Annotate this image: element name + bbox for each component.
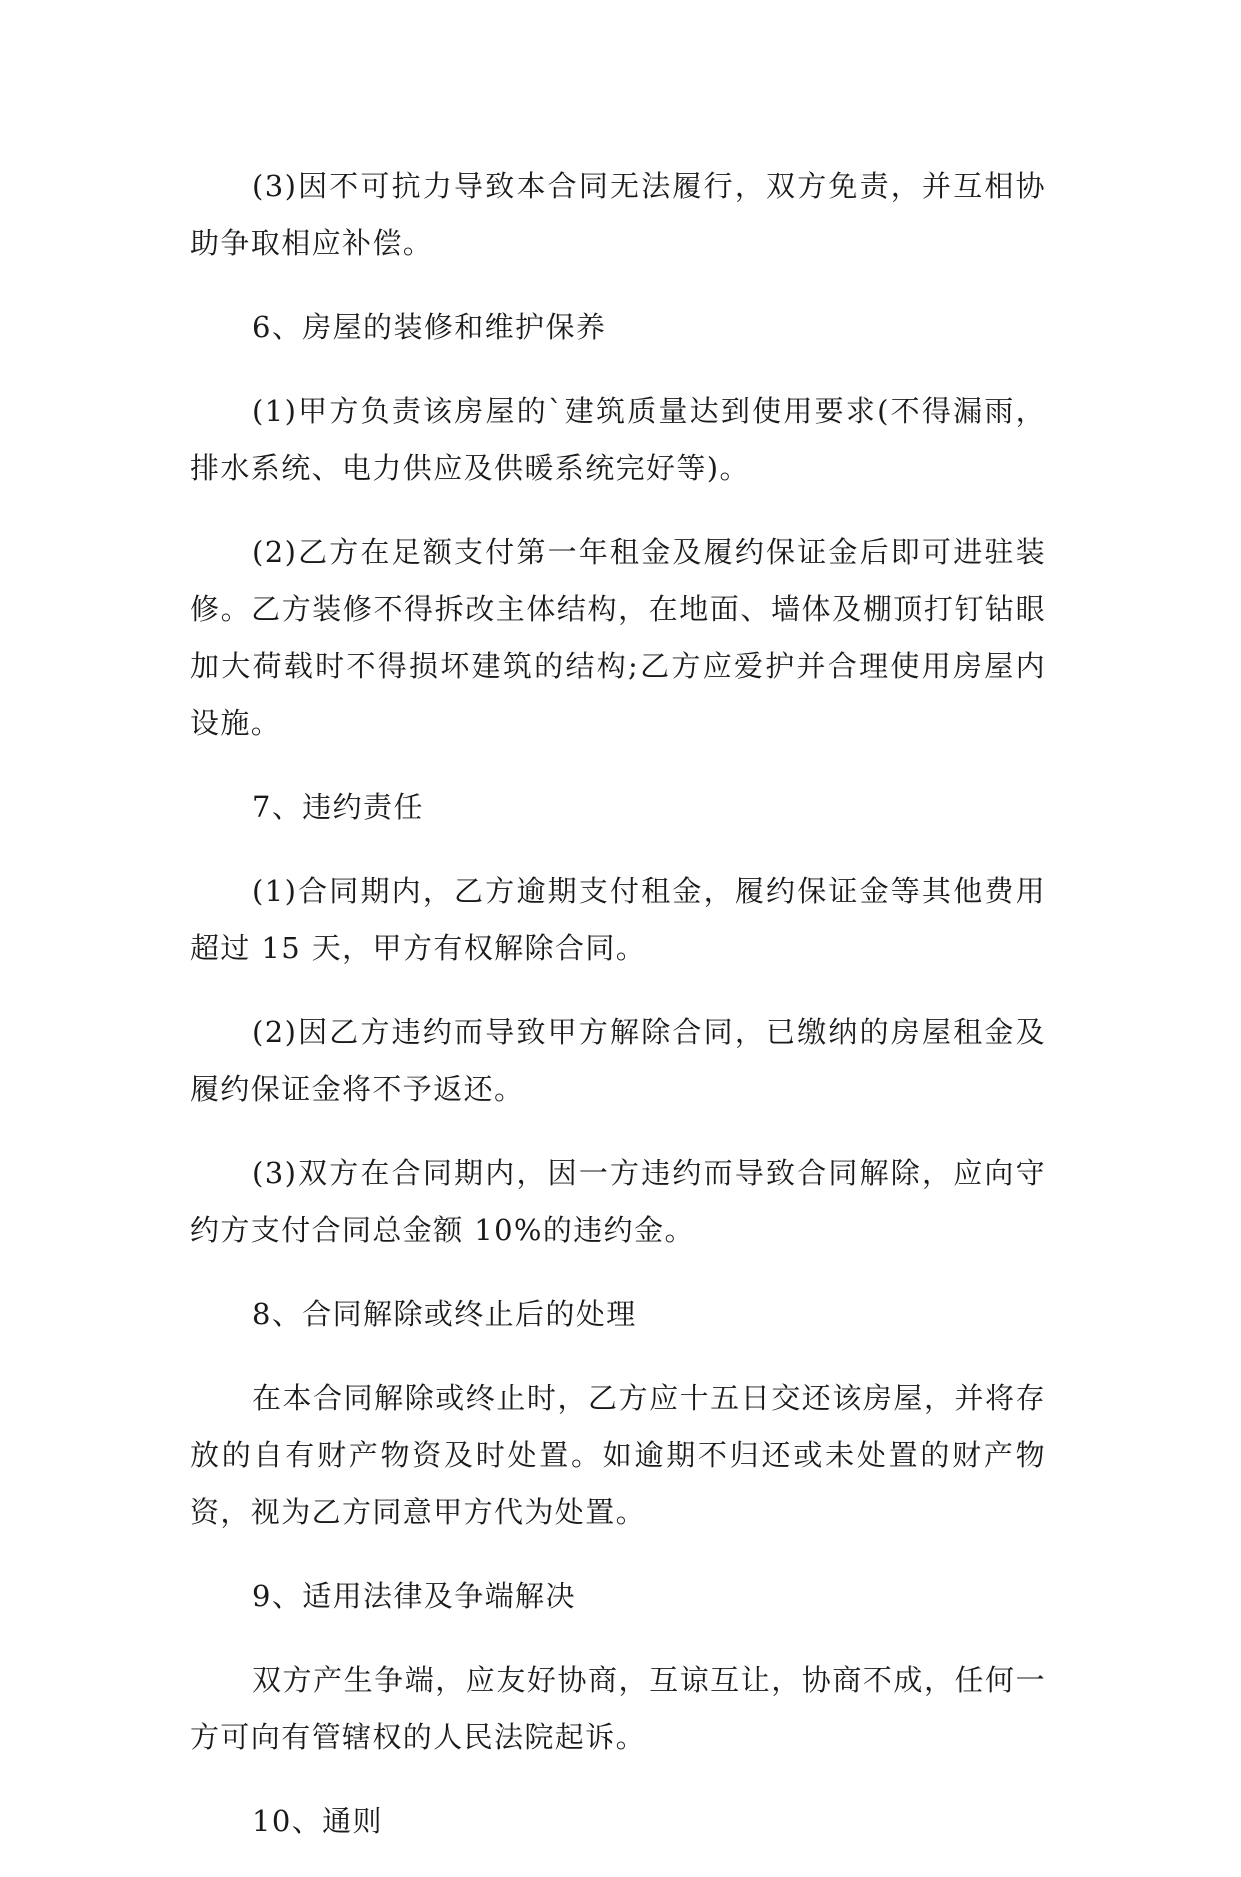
section-9-body: 双方产生争端，应友好协商，互谅互让，协商不成，任何一方可向有管辖权的人民法院起诉。 <box>190 1663 1046 1754</box>
section-8-body: 在本合同解除或终止时，乙方应十五日交还该房屋，并将存放的自有财产物资及时处置。如逾期不归还或未处置的财产物资，视为乙方同意甲方代为处置。 <box>190 1381 1046 1529</box>
section-9-heading: 9、适用法律及争端解决 <box>252 1579 576 1613</box>
clause-7-1: (1)合同期内，乙方逾期支付租金，履约保证金等其他费用超过 15 天，甲方有权解除合同。 <box>190 874 1046 965</box>
clause-7-3: (3)双方在合同期内，因一方违约而导致合同解除，应向守约方支付合同总金额 10%的违约金。 <box>190 1156 1046 1247</box>
section-8-heading: 8、合同解除或终止后的处理 <box>252 1297 637 1331</box>
document-body <box>190 158 1046 1877</box>
clause-5-3-force-majeure: (3)因不可抗力导致本合同无法履行，双方免责，并互相协助争取相应补偿。 <box>190 169 1046 260</box>
clause-6-2: (2)乙方在足额支付第一年租金及履约保证金后即可进驻装修。乙方装修不得拆改主体结构，在地面、墙体及棚顶打钉钻眼加大荷载时不得损坏建筑的结构;乙方应爱护并合理使用房屋内设施。 <box>190 535 1046 740</box>
section-10-heading: 10、通则 <box>252 1804 383 1838</box>
section-6-heading: 6、房屋的装修和维护保养 <box>252 310 607 344</box>
clause-6-1: (1)甲方负责该房屋的`建筑质量达到使用要求(不得漏雨，排水系统、电力供应及供暖系统完好等)。 <box>190 394 1046 485</box>
section-7-heading: 7、违约责任 <box>252 790 424 824</box>
clause-7-2: (2)因乙方违约而导致甲方解除合同，已缴纳的房屋租金及履约保证金将不予返还。 <box>190 1015 1046 1106</box>
